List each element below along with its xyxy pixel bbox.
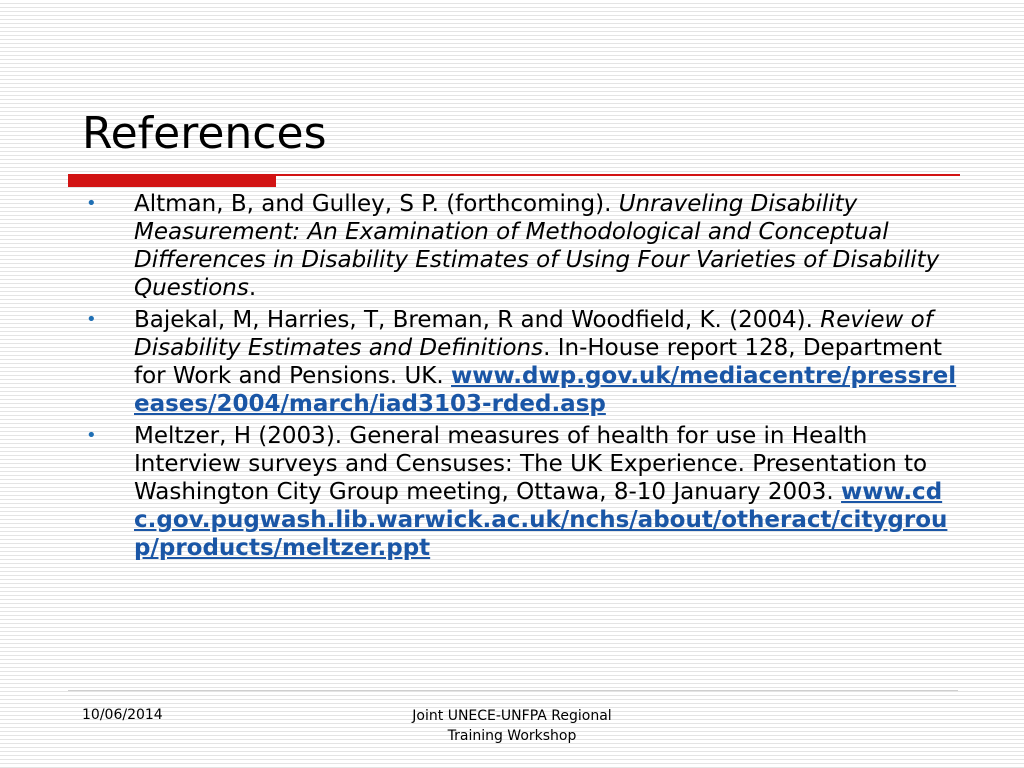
bullet-icon: • xyxy=(86,309,97,330)
bullet-icon: • xyxy=(86,193,97,214)
reference-list xyxy=(82,190,962,566)
reference-text: Meltzer, H (2003). General measures of health for use in Health Interview surveys and Censuses: The UK Experience. Presentation to Washington City Group meeting, Ottawa, 8-10 January 2003. xyxy=(134,423,928,505)
footer-date: 10/06/2014 xyxy=(82,707,163,723)
footer-event-line1: Joint UNECE-UNFPA Regional xyxy=(412,708,612,724)
reference-link[interactable]: www.cdc.gov.pugwash.lib.warwick.ac.uk/nchs/about/otheract/citygroup/products/meltzer.ppt xyxy=(134,479,948,561)
reference-title: Review of Disability Estimates and Definitions xyxy=(134,307,933,361)
reference-suffix: . In-House report 128, Department for Work and Pensions. UK. xyxy=(134,335,943,389)
reference-text: Altman, B, and Gulley, S P. (forthcoming). xyxy=(134,191,619,217)
footer-event-line2: Training Workshop xyxy=(447,728,577,744)
title-accent-bar xyxy=(68,174,276,187)
title-underline xyxy=(276,174,960,176)
footer-event xyxy=(370,706,654,746)
reference-title: Unraveling Disability Measurement: An Examination of Methodological and Conceptual Differences in Disability Estimates of Using Four Varieties of Disability Questions xyxy=(134,191,940,301)
footer-divider xyxy=(68,690,958,691)
reference-link[interactable]: www.dwp.gov.uk/mediacentre/pressreleases/2004/march/iad3103-rded.asp xyxy=(134,363,957,417)
reference-item-altman xyxy=(82,190,962,302)
reference-item-meltzer xyxy=(82,422,962,562)
bullet-icon: • xyxy=(86,425,97,446)
slide-title: References xyxy=(82,108,327,159)
reference-item-bajekal xyxy=(82,306,962,418)
reference-text: Bajekal, M, Harries, T, Breman, R and Woodfield, K. (2004). xyxy=(134,307,821,333)
reference-suffix: . xyxy=(248,275,257,301)
